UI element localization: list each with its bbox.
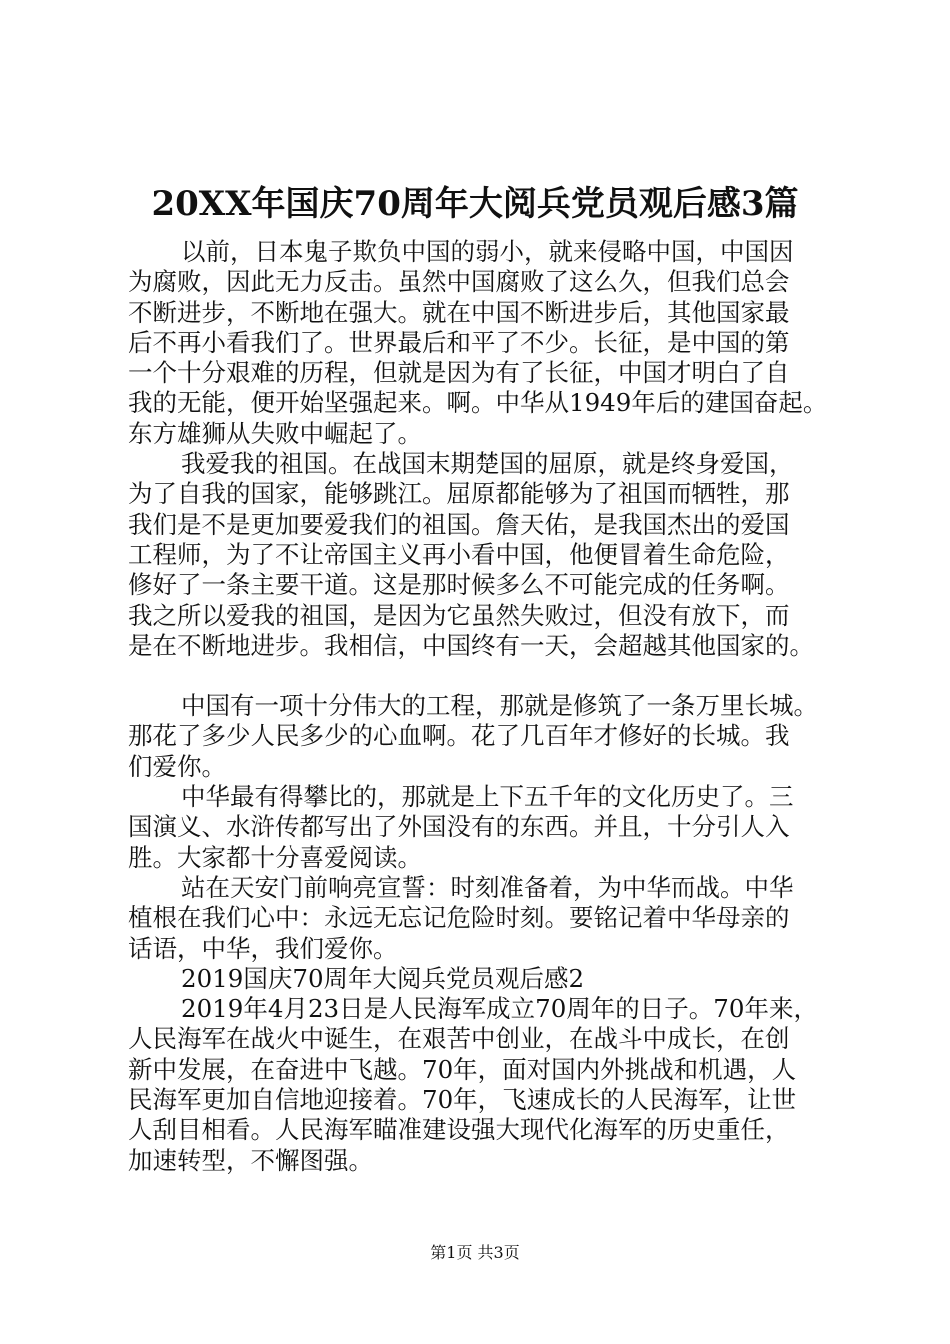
paragraph-line: 加速转型，不懈图强。 bbox=[128, 1145, 373, 1175]
page-footer: 第1页 共3页 bbox=[430, 1243, 520, 1262]
paragraph-line: 植根在我们心中：永远无忘记危险时刻。要铭记着中华母亲的 bbox=[128, 903, 790, 933]
paragraph-line: 以前，日本鬼子欺负中国的弱小，就来侵略中国，中国因 bbox=[181, 237, 794, 266]
paragraph-4 bbox=[128, 782, 830, 873]
paragraph-line: 不断进步，不断地在强大。就在中国不断进步后，其他国家最 bbox=[128, 297, 790, 327]
paragraph-line: 工程师，为了不让帝国主义再小看中国，他便冒着生命危险， bbox=[128, 539, 790, 569]
paragraph-2 bbox=[128, 449, 830, 661]
paragraph-line: 一个十分艰难的历程，但就是因为有了长征，中国才明白了自 bbox=[128, 358, 790, 388]
paragraph-3 bbox=[128, 691, 830, 782]
paragraph-line: 我的无能，便开始坚强起来。啊。中华从1949年后的建国奋起。 bbox=[128, 388, 828, 418]
paragraph-line: 民海军更加自信地迎接着。70年，飞速成长的人民海军，让世 bbox=[128, 1085, 797, 1115]
section-heading bbox=[128, 964, 830, 994]
paragraph-line: 修好了一条主要干道。这是那时候多么不可能完成的任务啊。 bbox=[128, 570, 790, 600]
paragraph-line: 新中发展，在奋进中飞越。70年，面对国内外挑战和机遇，人 bbox=[128, 1054, 797, 1084]
document-body bbox=[128, 237, 830, 1176]
paragraph-line: 我爱我的祖国。在战国末期楚国的屈原，就是终身爱国， bbox=[181, 449, 794, 479]
paragraph-line: 后不再小看我们了。世界最后和平了不少。长征，是中国的第 bbox=[128, 327, 790, 357]
paragraph-line: 胜。大家都十分喜爱阅读。 bbox=[128, 842, 422, 872]
paragraph-line: 站在天安门前响亮宣誓：时刻准备着，为中华而战。中华 bbox=[181, 872, 794, 902]
paragraph-line: 人民海军在战火中诞生，在艰苦中创业，在战斗中成长，在创 bbox=[128, 1024, 790, 1054]
paragraph-line: 国演义、水浒传都写出了外国没有的东西。并且，十分引人入 bbox=[128, 812, 790, 842]
paragraph-line: 为了自我的国家，能够跳江。屈原都能够为了祖国而牺牲，那 bbox=[128, 479, 790, 509]
paragraph-line: 是在不断地进步。我相信，中国终有一天，会超越其他国家的。 bbox=[128, 630, 814, 660]
paragraph-line: 人刮目相看。人民海军瞄准建设强大现代化海军的历史重任， bbox=[128, 1115, 790, 1145]
paragraph-line: 东方雄狮从失败中崛起了。 bbox=[128, 418, 422, 448]
paragraph-line: 中华最有得攀比的，那就是上下五千年的文化历史了。三 bbox=[181, 782, 794, 812]
section-heading-text: 2019国庆70周年大阅兵党员观后感2 bbox=[181, 963, 585, 993]
paragraph-line: 2019年4月23日是人民海军成立70周年的日子。70年来， bbox=[181, 994, 818, 1024]
paragraph-line: 我们是不是更加要爱我们的祖国。詹天佑，是我国杰出的爱国 bbox=[128, 509, 790, 539]
paragraph-6 bbox=[128, 994, 830, 1176]
paragraph-line: 们爱你。 bbox=[128, 751, 226, 781]
paragraph-line: 那花了多少人民多少的心血啊。花了几百年才修好的长城。我 bbox=[128, 721, 790, 751]
document-title: 20XX年国庆70周年大阅兵党员观后感3篇 bbox=[151, 184, 799, 224]
paragraph-1 bbox=[128, 237, 830, 449]
paragraph-line: 中国有一项十分伟大的工程，那就是修筑了一条万里长城。 bbox=[181, 691, 818, 721]
paragraph-5 bbox=[128, 873, 830, 964]
paragraph-spacer bbox=[128, 661, 830, 691]
paragraph-line: 为腐败，因此无力反击。虽然中国腐败了这么久，但我们总会 bbox=[128, 267, 790, 297]
paragraph-line: 话语，中华，我们爱你。 bbox=[128, 933, 398, 963]
paragraph-line: 我之所以爱我的祖国，是因为它虽然失败过，但没有放下，而 bbox=[128, 600, 790, 630]
